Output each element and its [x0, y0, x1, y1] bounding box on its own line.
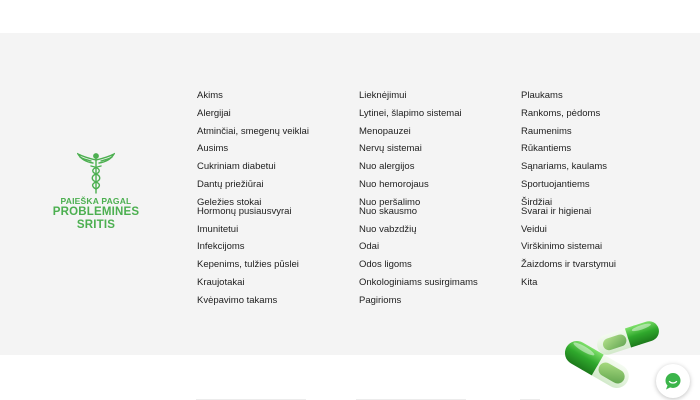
problem-area-link[interactable]: Rankoms, pėdoms	[521, 107, 601, 119]
problem-area-link[interactable]: Akims	[197, 90, 223, 101]
problem-area-link[interactable]: Kita	[521, 276, 538, 288]
problem-areas-column-3	[521, 89, 616, 294]
chat-button[interactable]	[656, 364, 690, 398]
problem-area-link[interactable]: Virškinimo sistemai	[521, 241, 603, 253]
problem-area-link[interactable]: Onkologiniams susirgimams	[359, 276, 478, 288]
green-capsules-image	[556, 316, 662, 390]
problem-area-link[interactable]: Nuo alergijos	[359, 161, 415, 173]
problem-area-link[interactable]: Odai	[359, 241, 380, 253]
problem-areas-column-2	[359, 89, 478, 312]
problem-areas-column-1	[197, 89, 309, 312]
problem-area-link[interactable]: Raumenims	[521, 125, 572, 137]
problem-area-link[interactable]: Pagirioms	[359, 294, 402, 306]
problem-area-link[interactable]: Rūkantiems	[521, 143, 572, 155]
problem-area-link[interactable]: Plaukams	[521, 90, 563, 101]
problem-area-link[interactable]: Svarai ir higienai	[521, 205, 592, 217]
problem-area-link[interactable]: Dantų priežiūrai	[197, 178, 264, 190]
problem-area-link[interactable]: Lytinei, šlapimo sistemai	[359, 107, 462, 119]
problem-areas-brand	[48, 152, 144, 242]
problem-area-link[interactable]: Sportuojantiems	[521, 178, 590, 190]
problem-area-link[interactable]: Alergijai	[197, 107, 231, 119]
chat-bubble-icon	[663, 371, 683, 391]
problem-area-link[interactable]: Cukriniam diabetui	[197, 161, 276, 173]
problem-area-link[interactable]: Kvėpavimo takams	[197, 294, 278, 306]
problem-area-link[interactable]: Nuo hemorojaus	[359, 178, 429, 190]
problem-area-link[interactable]: Nuo vabzdžių	[359, 223, 417, 235]
problem-area-link[interactable]: Kraujotakai	[197, 276, 245, 288]
problem-area-link[interactable]: Nervų sistemai	[359, 143, 422, 155]
brand-subtitle: PAIEŠKA PAGAL	[60, 196, 132, 206]
problem-area-link[interactable]: Geležies stokai	[197, 196, 262, 208]
problem-area-link[interactable]: Sąnariams, kaulams	[521, 161, 608, 173]
caduceus-icon	[77, 152, 115, 194]
problem-area-link[interactable]: Infekcijoms	[197, 241, 245, 253]
problem-area-link[interactable]: Žaizdoms ir tvarstymui	[521, 259, 617, 271]
top-band	[0, 0, 700, 33]
brand-title-line1: PROBLEMINES	[52, 206, 140, 218]
problem-area-link[interactable]: Hormonų pusiausvyrai	[197, 205, 292, 217]
problem-area-link[interactable]: Veidui	[521, 223, 547, 235]
problem-area-link[interactable]: Nuo peršalimo	[359, 196, 421, 208]
problem-area-link[interactable]: Odos ligoms	[359, 259, 412, 271]
brand-title-line2: SRITIS	[76, 219, 116, 231]
problem-area-link[interactable]: Atminčiai, smegenų veiklai	[197, 125, 309, 137]
problem-area-link[interactable]: Lieknėjimui	[359, 90, 407, 101]
problem-area-link[interactable]: Menopauzei	[359, 125, 411, 137]
problem-area-link[interactable]: Imunitetui	[197, 223, 239, 235]
problem-area-link[interactable]: Nuo skausmo	[359, 205, 418, 217]
problem-area-link[interactable]: Širdžiai	[521, 196, 553, 208]
problem-area-link[interactable]: Kepenims, tulžies pūslei	[197, 259, 299, 271]
problem-area-link[interactable]: Ausims	[197, 143, 229, 155]
